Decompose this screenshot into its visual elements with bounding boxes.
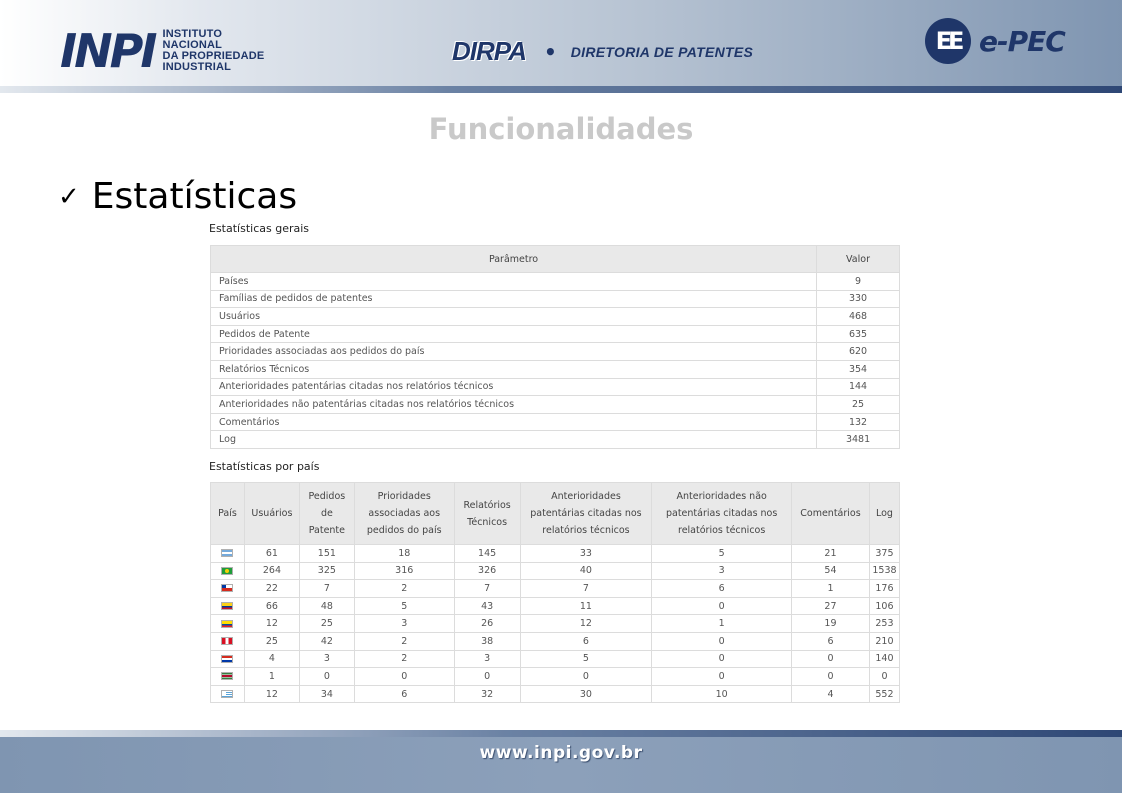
paraguay-flag-icon: [221, 655, 233, 663]
value-cell: 0: [792, 650, 870, 668]
value-cell: 144: [817, 378, 900, 396]
value-cell: 375: [869, 545, 899, 563]
value-cell: 0: [520, 668, 652, 686]
table-row: [211, 308, 900, 326]
value-cell: 316: [354, 562, 454, 580]
value-cell: 3: [652, 562, 792, 580]
value-cell: 2: [354, 580, 454, 598]
table-row: [211, 632, 900, 650]
column-header-usuarios[interactable]: Usuários: [244, 483, 299, 545]
value-cell: 10: [652, 685, 792, 703]
value-cell: 176: [869, 580, 899, 598]
value-cell: 25: [299, 615, 354, 633]
value-cell: 30: [520, 685, 652, 703]
value-cell: 620: [817, 343, 900, 361]
column-header-prioridades[interactable]: Prioridades associadas aos pedidos do país: [354, 483, 454, 545]
value-cell: 3: [354, 615, 454, 633]
parameter-cell: Países: [211, 273, 817, 291]
value-cell: 0: [652, 650, 792, 668]
bullet-item: [58, 176, 297, 217]
epec-logo: [925, 18, 1065, 64]
value-cell: 1: [792, 580, 870, 598]
column-header-relatorios[interactable]: Relatórios Técnicos: [454, 483, 520, 545]
slide-title: Funcionalidades: [428, 112, 694, 146]
value-cell: 140: [869, 650, 899, 668]
value-cell: 22: [244, 580, 299, 598]
country-cell: [211, 545, 245, 563]
uruguay-flag-icon: [221, 690, 233, 698]
table-row: [211, 396, 900, 414]
brazil-flag-icon: [221, 567, 233, 575]
inpi-logo-mark: INPI: [60, 24, 155, 78]
country-cell: [211, 562, 245, 580]
argentina-flag-icon: [221, 549, 233, 557]
dirpa-logo-mark: DIRPA: [452, 36, 526, 66]
suriname-flag-icon: [221, 672, 233, 680]
table-row: [211, 343, 900, 361]
country-cell: [211, 615, 245, 633]
value-cell: 12: [520, 615, 652, 633]
inpi-logo: [60, 24, 265, 78]
value-cell: 4: [244, 650, 299, 668]
value-cell: 3481: [817, 431, 900, 449]
column-header-comentarios[interactable]: Comentários: [792, 483, 870, 545]
value-cell: 552: [869, 685, 899, 703]
table-row: [211, 378, 900, 396]
table-row: [211, 562, 900, 580]
header-divider: [0, 86, 1122, 93]
value-cell: 253: [869, 615, 899, 633]
column-header-pais[interactable]: País: [211, 483, 245, 545]
value-cell: 4: [792, 685, 870, 703]
value-cell: 5: [520, 650, 652, 668]
inpi-line: NACIONAL: [162, 39, 223, 51]
value-cell: 151: [299, 545, 354, 563]
country-cell: [211, 650, 245, 668]
table-row: [211, 273, 900, 291]
parameter-cell: Prioridades associadas aos pedidos do país: [211, 343, 817, 361]
country-cell: [211, 668, 245, 686]
value-cell: 326: [454, 562, 520, 580]
value-cell: 6: [792, 632, 870, 650]
value-cell: 11: [520, 597, 652, 615]
value-cell: 0: [792, 668, 870, 686]
value-cell: 7: [454, 580, 520, 598]
inpi-logo-text: [162, 29, 264, 73]
value-cell: 1538: [869, 562, 899, 580]
inpi-line: DA PROPRIEDADE: [162, 50, 265, 62]
table-row: [211, 360, 900, 378]
value-cell: 18: [354, 545, 454, 563]
value-cell: 42: [299, 632, 354, 650]
peru-flag-icon: [221, 637, 233, 645]
table-row: [211, 597, 900, 615]
footer-divider: [0, 730, 1122, 737]
value-cell: 354: [817, 360, 900, 378]
value-cell: 6: [354, 685, 454, 703]
inpi-line: INDUSTRIAL: [162, 61, 232, 73]
table-row: [211, 545, 900, 563]
country-stats-table: [210, 482, 900, 703]
separator-dot: •: [543, 39, 557, 64]
column-header-valor[interactable]: Valor: [817, 246, 900, 273]
chile-flag-icon: [221, 584, 233, 592]
ecuador-flag-icon: [221, 620, 233, 628]
parameter-cell: Relatórios Técnicos: [211, 360, 817, 378]
value-cell: 5: [354, 597, 454, 615]
table-row: [211, 580, 900, 598]
table-row: [211, 615, 900, 633]
epec-logo-icon: EE: [925, 18, 971, 64]
value-cell: 40: [520, 562, 652, 580]
value-cell: 145: [454, 545, 520, 563]
value-cell: 6: [520, 632, 652, 650]
epec-logo-text: e-PEC: [979, 24, 1065, 58]
value-cell: 38: [454, 632, 520, 650]
inpi-line: INSTITUTO: [162, 28, 223, 40]
value-cell: 61: [244, 545, 299, 563]
parameter-cell: Famílias de pedidos de patentes: [211, 290, 817, 308]
value-cell: 0: [869, 668, 899, 686]
value-cell: 0: [652, 668, 792, 686]
value-cell: 7: [299, 580, 354, 598]
table-header-row: [211, 483, 900, 545]
colombia-flag-icon: [221, 602, 233, 610]
value-cell: 9: [817, 273, 900, 291]
value-cell: 264: [244, 562, 299, 580]
general-stats-label: Estatísticas gerais: [209, 222, 310, 235]
table-row: [211, 325, 900, 343]
table-row: [211, 685, 900, 703]
parameter-cell: Usuários: [211, 308, 817, 326]
column-header-anterioridades-patentarias[interactable]: Anterioridades patentárias citadas nos relatórios técnicos: [520, 483, 652, 545]
value-cell: 21: [792, 545, 870, 563]
value-cell: 0: [652, 597, 792, 615]
table-row: [211, 413, 900, 431]
country-stats-label: Estatísticas por país: [209, 460, 320, 473]
value-cell: 27: [792, 597, 870, 615]
value-cell: 132: [817, 413, 900, 431]
value-cell: 6: [652, 580, 792, 598]
value-cell: 1: [244, 668, 299, 686]
column-header-log[interactable]: Log: [869, 483, 899, 545]
country-cell: [211, 597, 245, 615]
value-cell: 12: [244, 615, 299, 633]
column-header-anterioridades-nao-patentarias[interactable]: Anterioridades não patentárias citadas nos relatórios técnicos: [652, 483, 792, 545]
value-cell: 210: [869, 632, 899, 650]
value-cell: 0: [454, 668, 520, 686]
value-cell: 106: [869, 597, 899, 615]
value-cell: 0: [299, 668, 354, 686]
dirpa-logo: [452, 36, 753, 67]
dirpa-subtitle: DIRETORIA DE PATENTES: [570, 43, 754, 60]
value-cell: 12: [244, 685, 299, 703]
general-stats-table: [210, 245, 900, 449]
value-cell: 25: [817, 396, 900, 414]
value-cell: 3: [299, 650, 354, 668]
column-header-pedidos[interactable]: Pedidos de Patente: [299, 483, 354, 545]
table-row: [211, 650, 900, 668]
table-row: [211, 431, 900, 449]
value-cell: 325: [299, 562, 354, 580]
value-cell: 43: [454, 597, 520, 615]
country-cell: [211, 580, 245, 598]
value-cell: 25: [244, 632, 299, 650]
value-cell: 66: [244, 597, 299, 615]
value-cell: 2: [354, 632, 454, 650]
value-cell: 33: [520, 545, 652, 563]
parameter-cell: Pedidos de Patente: [211, 325, 817, 343]
value-cell: 0: [354, 668, 454, 686]
parameter-cell: Comentários: [211, 413, 817, 431]
footer-url[interactable]: www.inpi.gov.br: [479, 743, 643, 763]
value-cell: 32: [454, 685, 520, 703]
value-cell: 48: [299, 597, 354, 615]
value-cell: 19: [792, 615, 870, 633]
value-cell: 330: [817, 290, 900, 308]
value-cell: 2: [354, 650, 454, 668]
value-cell: 26: [454, 615, 520, 633]
value-cell: 7: [520, 580, 652, 598]
bullet-text: Estatísticas: [91, 176, 298, 217]
parameter-cell: Log: [211, 431, 817, 449]
table-header-row: [211, 246, 900, 273]
value-cell: 0: [652, 632, 792, 650]
value-cell: 635: [817, 325, 900, 343]
parameter-cell: Anterioridades não patentárias citadas nos relatórios técnicos: [211, 396, 817, 414]
value-cell: 34: [299, 685, 354, 703]
country-cell: [211, 632, 245, 650]
table-row: [211, 668, 900, 686]
parameter-cell: Anterioridades patentárias citadas nos relatórios técnicos: [211, 378, 817, 396]
table-row: [211, 290, 900, 308]
value-cell: 3: [454, 650, 520, 668]
country-cell: [211, 685, 245, 703]
value-cell: 54: [792, 562, 870, 580]
value-cell: 5: [652, 545, 792, 563]
value-cell: 1: [652, 615, 792, 633]
checkmark-icon: ✓: [58, 181, 80, 212]
value-cell: 468: [817, 308, 900, 326]
header-banner: [0, 0, 1122, 86]
column-header-parametro[interactable]: Parâmetro: [211, 246, 817, 273]
